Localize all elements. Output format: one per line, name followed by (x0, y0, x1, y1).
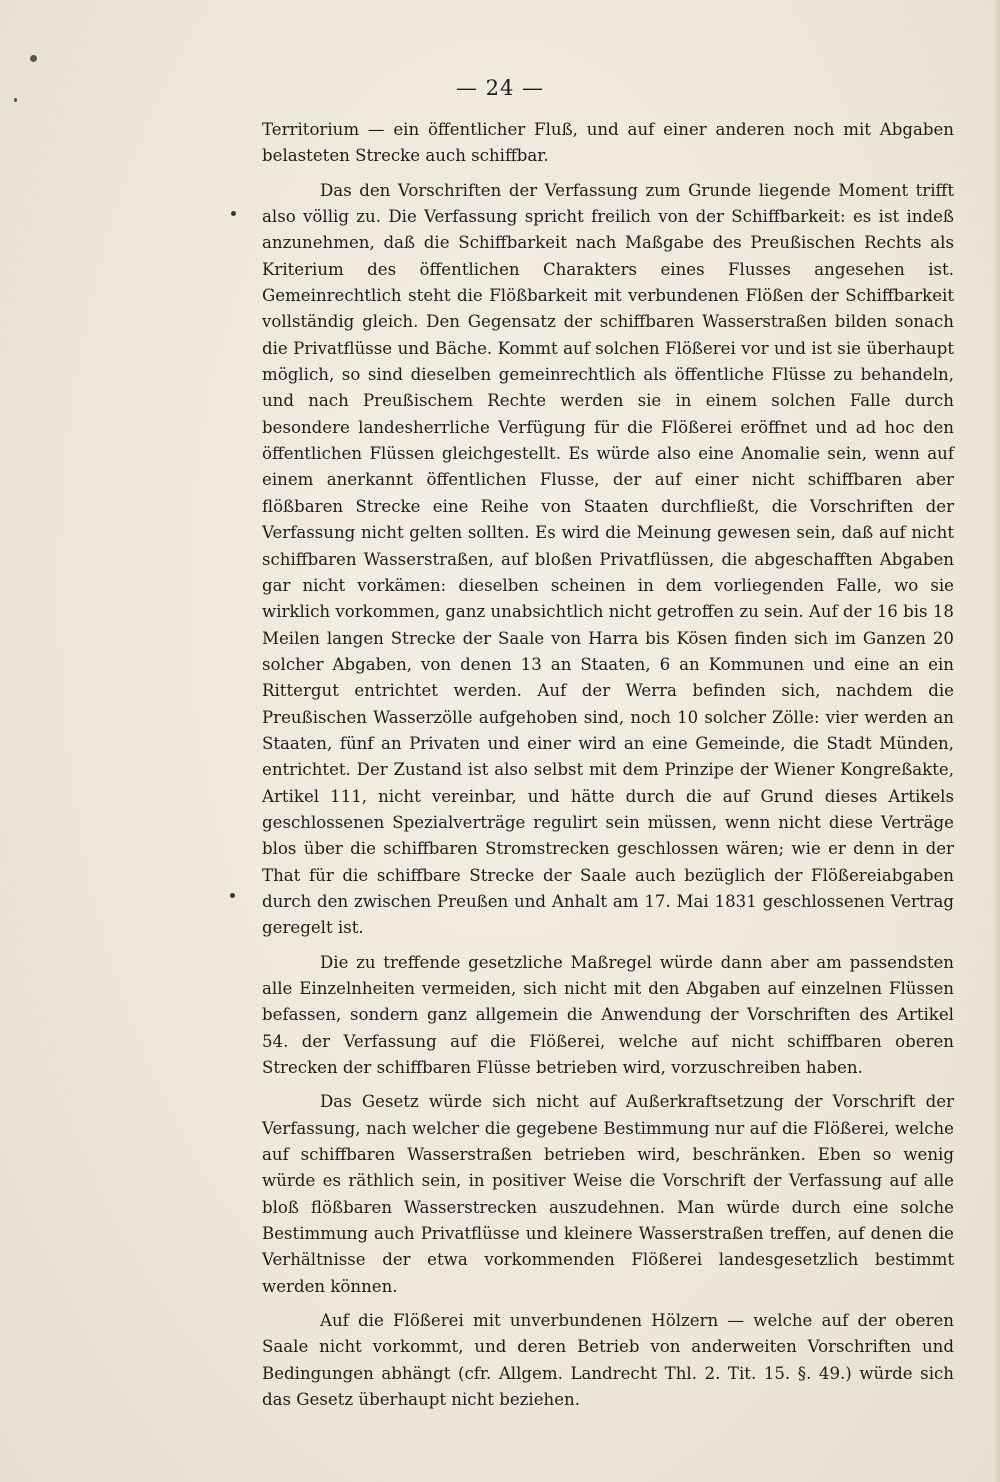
body-text (262, 117, 954, 1422)
page-edge-shadow (992, 0, 1000, 1482)
paragraph: Das Gesetz würde sich nicht auf Außerkraftsetzung der Vorschrift der Verfassung, nach welcher die gegebene Bestimmung nur auf die Flößerei, welche auf schiffbaren Wasserstraßen betrieben wird, beschränken. Eben so wenig würde es räthlich sein, in positiver Weise die Vorschrift der Verfassung auf alle bloß flößbaren Wasserstrecken auszudehnen. Man würde durch eine solche Bestimmung auch Privatflüsse und kleinere Wasserstraßen treffen, auf denen die Verhältnisse der etwa vorkommenden Flößerei landesgesetzlich bestimmt werden können. (262, 1092, 954, 1296)
paragraph-continuation: Territorium — ein öffentlicher Fluß, und auf einer anderen noch mit Abgaben belasteten Strecke auch schiffbar. (262, 120, 954, 166)
margin-bullet (230, 893, 235, 898)
margin-bullet (231, 211, 236, 216)
paragraph: Das den Vorschriften der Verfassung zum Grunde liegende Moment trifft also völlig zu. Die Verfassung spricht freilich von der Schiffbarkeit: es ist indeß anzunehmen, daß die Schiffbarkeit nach Maßgabe des Preußischen Rechts als Kriterium des öffentlichen Charakters eines Flusses angesehen ist. Gemeinrechtlich steht die Flößbarkeit mit verbundenen Flößen der Schiffbarkeit vollständig gleich. Den Gegensatz der schiffbaren Wasserstraßen bilden sonach die Privatflüsse und Bäche. Kommt auf solchen Flößerei vor und ist sie überhaupt möglich, so sind dieselben gemeinrechtlich als öffentliche Flüsse zu behandeln, und nach Preußischem Rechte werden sie in einem solchen Falle durch besondere landesherrliche Verfügung für die Flößerei eröffnet und ad hoc den öffentlichen Flüssen gleichgestellt. Es würde also eine Anomalie sein, wenn auf einem anerkannt öffentlichen Flusse, der auf einer nicht schiffbaren aber flößbaren Strecke eine Reihe von Staaten durchfließt, die Vorschriften der Verfassung nicht gelten sollten. Es wird die Meinung gewesen sein, daß auf nicht schiffbaren Wasserstraßen, auf bloßen Privatflüssen, die abgeschafften Abgaben gar nicht vorkämen: dieselben scheinen in dem vorliegenden Falle, wo sie wirklich vorkommen, ganz unabsichtlich nicht getroffen zu sein. Auf der 16 bis 18 Meilen langen Strecke der Saale von Harra bis Kösen finden sich im Ganzen 20 solcher Abgaben, von denen 13 an Staaten, 6 an Kommunen und eine an ein Rittergut entrichtet werden. Auf der Werra befinden sich, nachdem die Preußischen Wasserzölle aufgehoben sind, noch 10 solcher Zölle: vier werden an Staaten, fünf an Privaten und einer wird an eine Gemeinde, die Stadt Münden, entrichtet. Der Zustand ist also selbst mit dem Prinzipe der Wiener Kongreßakte, Artikel 111, nicht vereinbar, und hätte durch die auf Grund dieses Artikels geschlossenen Spezialverträge regulirt sein müssen, wenn nicht diese Verträge blos über die schiffbaren Stromstrecken geschlossen wären; wie er denn in der That für die schiffbare Strecke der Saale auch bezüglich der Flößereiabgaben durch den zwischen Preußen und Anhalt am 17. Mai 1831 geschlossenen Vertrag geregelt ist. (262, 180, 954, 938)
paragraph: Die zu treffende gesetzliche Maßregel würde dann aber am passendsten alle Einzelnheiten vermeiden, sich nicht mit den Abgaben auf einzelnen Flüssen befassen, sondern ganz allgemein die Anwendung der Vorschriften des Artikel 54. der Verfassung auf die Flößerei, welche auf nicht schiffbaren oberen Strecken der schiffbaren Flüsse betrieben wird, vorzuschreiben haben. (262, 952, 954, 1078)
page-number: — 24 — (455, 76, 545, 100)
paragraph: Auf die Flößerei mit unverbundenen Hölzern — welche auf der oberen Saale nicht vorkommt, und deren Betrieb von anderweiten Vorschriften und Bedingungen abhängt (cfr. Allgem. Landrecht Thl. 2. Tit. 15. §. 49.) würde sich das Gesetz überhaupt nicht beziehen. (262, 1311, 954, 1410)
ink-speck (30, 55, 37, 62)
